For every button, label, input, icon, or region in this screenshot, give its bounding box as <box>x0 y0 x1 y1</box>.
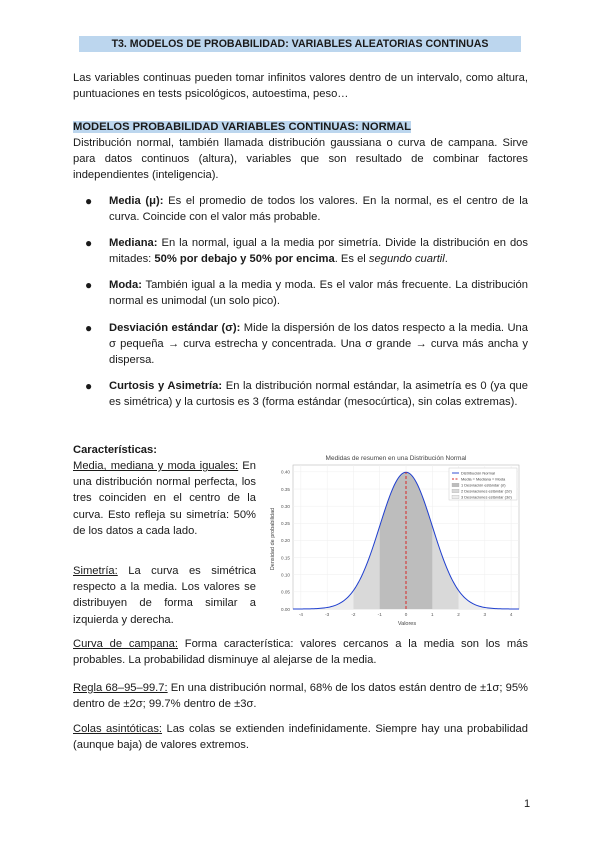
bullet-dot-icon: ● <box>85 236 93 250</box>
item-label: Media, mediana y moda iguales: <box>73 460 239 472</box>
item-text: Las colas se extienden indefinidamente. Siempre hay una probabilidad (aunque baja) de valores extremos. <box>73 723 528 752</box>
legend-label: 1 Desviación estándar (σ) <box>461 482 506 488</box>
bullet-term: Moda: <box>109 279 142 291</box>
bullet-dot-icon: ● <box>85 379 93 393</box>
chart-x-label: Valores <box>397 621 417 627</box>
bullet-italic-text: segundo cuartil <box>368 253 445 266</box>
bullet-term: Mediana: <box>109 237 158 249</box>
legend-label: 3 Desviaciones estándar (3σ) <box>461 494 512 500</box>
y-tick-label: 0.10 <box>281 572 290 578</box>
y-tick-label: 0.15 <box>281 555 290 561</box>
bullet-term: Curtosis y Asimetría: <box>109 380 223 392</box>
page-number: 1 <box>524 798 531 810</box>
chart-y-label: Densidad de probabilidad <box>270 507 276 571</box>
chart-svg <box>265 451 527 627</box>
y-tick-label: 0.30 <box>281 503 290 509</box>
legend-swatch <box>452 495 459 499</box>
legend-label: Media = Mediana = Moda <box>461 476 506 482</box>
y-tick-label: 0.40 <box>281 469 290 475</box>
normal-distribution-chart <box>265 451 527 627</box>
y-tick-label: 0.25 <box>281 521 290 527</box>
section-heading-container <box>73 119 528 135</box>
bullet-text: . <box>444 253 448 266</box>
y-tick-label: 0.20 <box>281 538 290 544</box>
legend-swatch <box>452 489 459 493</box>
item-text: La curva es simétrica respecto a la media. Los valores se distribuyen de forma similar a izquierda y derecha. <box>73 565 256 626</box>
y-tick-label: 0.05 <box>281 589 290 595</box>
section-description: Distribución normal, también llamada distribución gaussiana o curva de campana. Sirve para datos continuos (altura), variables que son resultado de combinar factores independientes (inteligencia). <box>73 137 528 182</box>
item-label: Curva de campana: <box>73 638 178 650</box>
section-heading: MODELOS PROBABILIDAD VARIABLES CONTINUAS: NORMAL <box>73 121 411 133</box>
bullet-term: Desviación estándar (σ): <box>109 322 241 334</box>
item-media-mediana-moda <box>73 458 256 539</box>
item-text: En una distribución normal, 68% de los datos están dentro de ±1σ; 95% dentro de ±2σ; 99.7% dentro de ±3σ. <box>73 682 528 711</box>
bullet-term: Media (μ): <box>109 195 164 207</box>
chart-title: Medidas de resumen en una Distribución Normal <box>325 455 467 462</box>
legend-swatch <box>452 483 459 487</box>
intro-paragraph: Las variables continuas pueden tomar infinitos valores dentro de un intervalo, como altura, puntuaciones en tests psicológicos, autoestima, peso… <box>73 72 528 101</box>
bullet-bold-text: 50% por debajo y 50% por encima <box>154 253 335 266</box>
item-colas-asintoticas <box>73 721 528 753</box>
x-tick-label: 1 <box>430 612 434 617</box>
legend-label: Distribución Normal <box>461 470 495 476</box>
x-tick-label: -3 <box>325 612 330 617</box>
x-tick-label: 4 <box>509 612 513 617</box>
item-label: Colas asintóticas: <box>73 723 163 735</box>
item-curva-campana <box>73 636 528 668</box>
bullet-text: También igual a la media y moda. Es el valor más frecuente. La distribución normal es unimodal (un solo pico). <box>109 279 528 308</box>
document-title: T3. MODELOS DE PROBABILIDAD: VARIABLES ALEATORIAS CONTINUAS <box>79 36 521 52</box>
bullet-dot-icon: ● <box>85 194 93 208</box>
item-label: Simetría: <box>73 565 118 577</box>
item-regla-empirica <box>73 680 528 712</box>
bullet-text: En la distribución normal estándar, la asimetría es 0 (ya que es simétrica) y la curtosis es 3 (forma estándar (mesocúrtica), sin colas extremas). <box>109 380 528 409</box>
caracteristicas-heading: Características: <box>73 444 157 456</box>
item-text: En una distribución normal perfecta, los tres coinciden en el centro de la curva. Esto refleja su simetría: 50% de los datos a cada lado. <box>73 460 256 537</box>
bullet-dot-icon: ● <box>85 321 93 335</box>
bullet-text: Es el promedio de todos los valores. En la normal, es el centro de la curva. Coincide con el valor más probable. <box>109 195 528 224</box>
x-tick-label: 0 <box>404 612 408 617</box>
y-tick-label: 0.00 <box>281 606 290 612</box>
x-tick-label: 2 <box>457 612 460 617</box>
x-tick-label: -4 <box>298 612 303 617</box>
item-simetria <box>73 563 256 628</box>
bullet-text: En la normal, igual a la media por simetría. Divide la distribución en dos mitades: <box>109 237 528 266</box>
x-tick-label: -2 <box>351 612 356 617</box>
legend-label: 2 Desviaciones estándar (2σ) <box>461 488 512 494</box>
item-text: Forma característica: valores cercanos a la media son los más probables. La probabilidad disminuye al alejarse de la media. <box>73 638 528 667</box>
bullet-text: Mide la dispersión de los datos respecto a la media. Una σ pequeña → curva estrecha y concentrada. Una σ grande → curva más ancha y dispersa. <box>109 322 528 367</box>
x-tick-label: 3 <box>483 612 487 617</box>
item-label: Regla 68–95–99.7: <box>73 682 168 694</box>
bullet-text: . Es el <box>334 253 369 266</box>
x-tick-label: -1 <box>377 612 382 617</box>
bullet-dot-icon: ● <box>85 278 93 292</box>
y-tick-label: 0.35 <box>281 486 290 492</box>
